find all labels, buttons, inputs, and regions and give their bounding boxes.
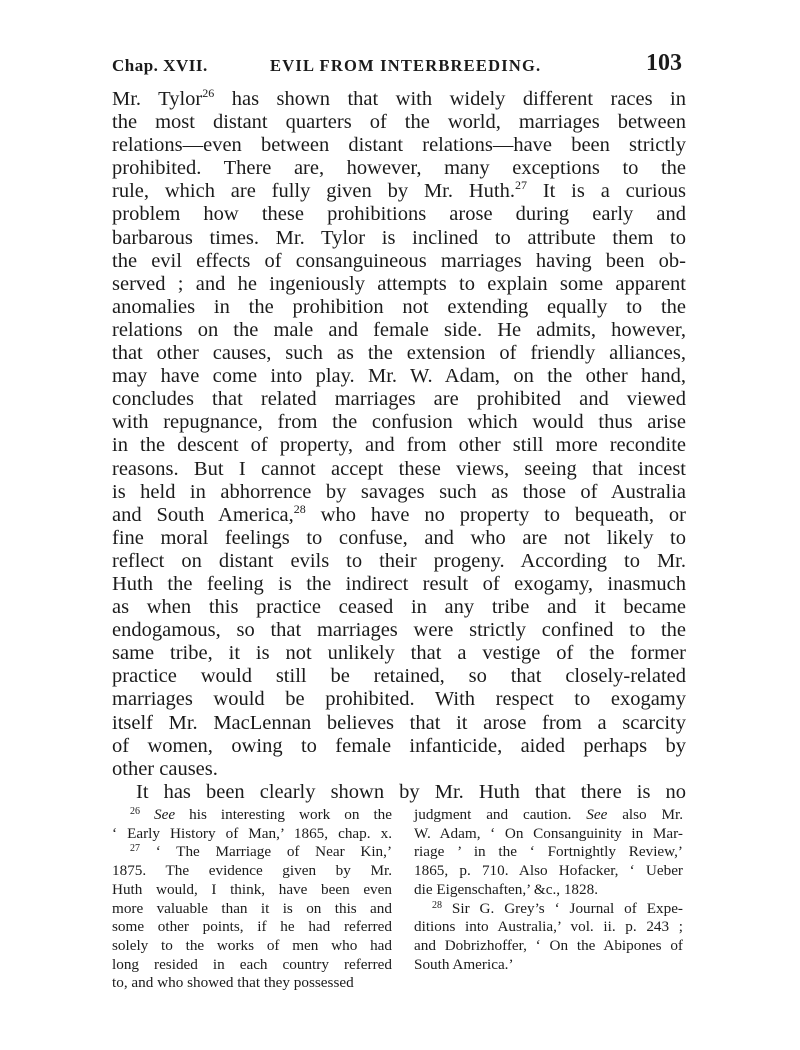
text-line: itself Mr. MacLennan believes that it arose from a scarcity: [112, 711, 686, 734]
text-line: with repugnance, from the confusion which would thus arise: [112, 411, 686, 434]
text-line: relations on the male and female side. He admits, however,: [112, 318, 686, 341]
text-line: barbarous times. Mr. Tylor is inclined to attribute them to: [112, 226, 686, 249]
footnote-line: $^{26}$ See his interesting work on the: [130, 806, 393, 823]
text-line: reflect on distant evils to their progeny. According to Mr.: [112, 549, 686, 572]
text-line: served ; and he ingeniously attempts to explain some apparent: [112, 272, 686, 295]
footnote-line: ‘ Early History of Man,’ 1865, chap. x.: [112, 824, 392, 842]
text-line: rule, which are fully given by Mr. Huth.$^{27}$ It is a curious: [112, 178, 686, 203]
footnote-line: Huth would, I think, have been even: [112, 880, 392, 898]
page-number: 103: [646, 50, 682, 76]
footnote-line: $^{28}$ Sir G. Grey’s ‘ Journal of Expe-: [432, 899, 683, 917]
footnote-line: judgment and caution. See also Mr.: [414, 806, 683, 823]
text-line: reasons. But I cannot accept these views, seeing that incest: [112, 457, 686, 480]
footnote-ref: 28: [293, 501, 306, 516]
footnote-line: to, and who showed that they possessed: [112, 974, 354, 992]
text-line: problem how these prohibitions arose during early and: [112, 203, 686, 226]
footnote-line: $^{27}$ ‘ The Marriage of Near Kin,’: [130, 843, 392, 861]
text-line: and South America,$^{28}$ who have no property to bequeath, or: [112, 501, 687, 526]
footnote-line: and Dobrizhoffer, ‘ On the Abipones of: [414, 936, 683, 954]
text-line: anomalies in the prohibition not extending equally to the: [112, 295, 686, 318]
text-line: fine moral feelings to confuse, and who are not likely to: [112, 526, 686, 549]
text-line: same tribe, it is not unlikely that a vestige of the former: [112, 642, 686, 665]
text-line: prohibited. There are, however, many exceptions to the: [112, 157, 686, 180]
footnote-line: some other points, if he had referred: [112, 918, 392, 936]
footnote-line: solely to the works of men who had: [112, 936, 392, 954]
text-line: the evil effects of consanguineous marriages having been ob-: [112, 249, 686, 272]
text-line: that other causes, such as the extension of friendly alliances,: [112, 342, 686, 365]
text-line: may have come into play. Mr. W. Adam, on the other hand,: [112, 365, 686, 388]
text-line: in the descent of property, and from other still more recondite: [112, 434, 686, 457]
text-line: Mr. Tylor$^{26}$ has shown that with widely different races in: [112, 86, 686, 110]
footnote-ref: 27: [514, 178, 527, 193]
text-line: is held in abhorrence by savages such as those of Australia: [112, 480, 686, 503]
footnote-line: long resided in each country referred: [112, 955, 392, 973]
footnote-line: W. Adam, ‘ On Consanguinity in Mar-: [414, 824, 683, 842]
text-line: practice would still be retained, so that closely-related: [112, 665, 686, 688]
footnote-line: riage ’ in the ‘ Fortnightly Review,’: [414, 843, 683, 861]
footnote-line: ditions into Australia,’ vol. ii. p. 243 ;: [414, 918, 683, 936]
running-title: EVIL FROM INTERBREEDING.: [270, 56, 542, 75]
footnotes-right-column: [414, 806, 683, 974]
text-line: as when this practice ceased in any tribe and it became: [112, 596, 686, 619]
footnote-mark: 28: [432, 899, 442, 911]
text-line: of women, owing to female infanticide, aided perhaps by: [112, 734, 686, 757]
text-line: Huth the feeling is the indirect result of exogamy, inasmuch: [112, 572, 686, 595]
footnote-mark: 26: [130, 806, 140, 817]
footnotes-left-column: [112, 806, 392, 993]
text-line: endogamous, so that marriages were strictly confined to the: [112, 619, 686, 642]
text-line: marriages would be prohibited. With respect to exogamy: [112, 688, 686, 711]
text-line: other causes.: [112, 757, 218, 780]
footnote-mark: 27: [130, 843, 140, 855]
text-line: the most distant quarters of the world, marriages between: [112, 111, 686, 134]
footnote-line: 1875. The evidence given by Mr.: [112, 862, 392, 880]
text-line: relations—even between distant relations—have been strictly: [112, 134, 686, 157]
chapter-label: Chap. XVII.: [112, 56, 208, 75]
footnote-line: 1865, p. 710. Also Hofacker, ‘ Ueber: [414, 862, 683, 880]
footnote-ref: 26: [202, 86, 215, 100]
running-header: [112, 50, 682, 84]
text-line: concludes that related marriages are prohibited and viewed: [112, 388, 686, 411]
footnote-line: die Eigenschaften,’ &c., 1828.: [414, 880, 599, 898]
body-text: [112, 88, 686, 804]
footnote-line: more valuable than it is on this and: [112, 899, 392, 917]
text-line: It has been clearly shown by Mr. Huth that there is no: [136, 780, 686, 803]
footnote-line: South America.’: [414, 955, 514, 973]
